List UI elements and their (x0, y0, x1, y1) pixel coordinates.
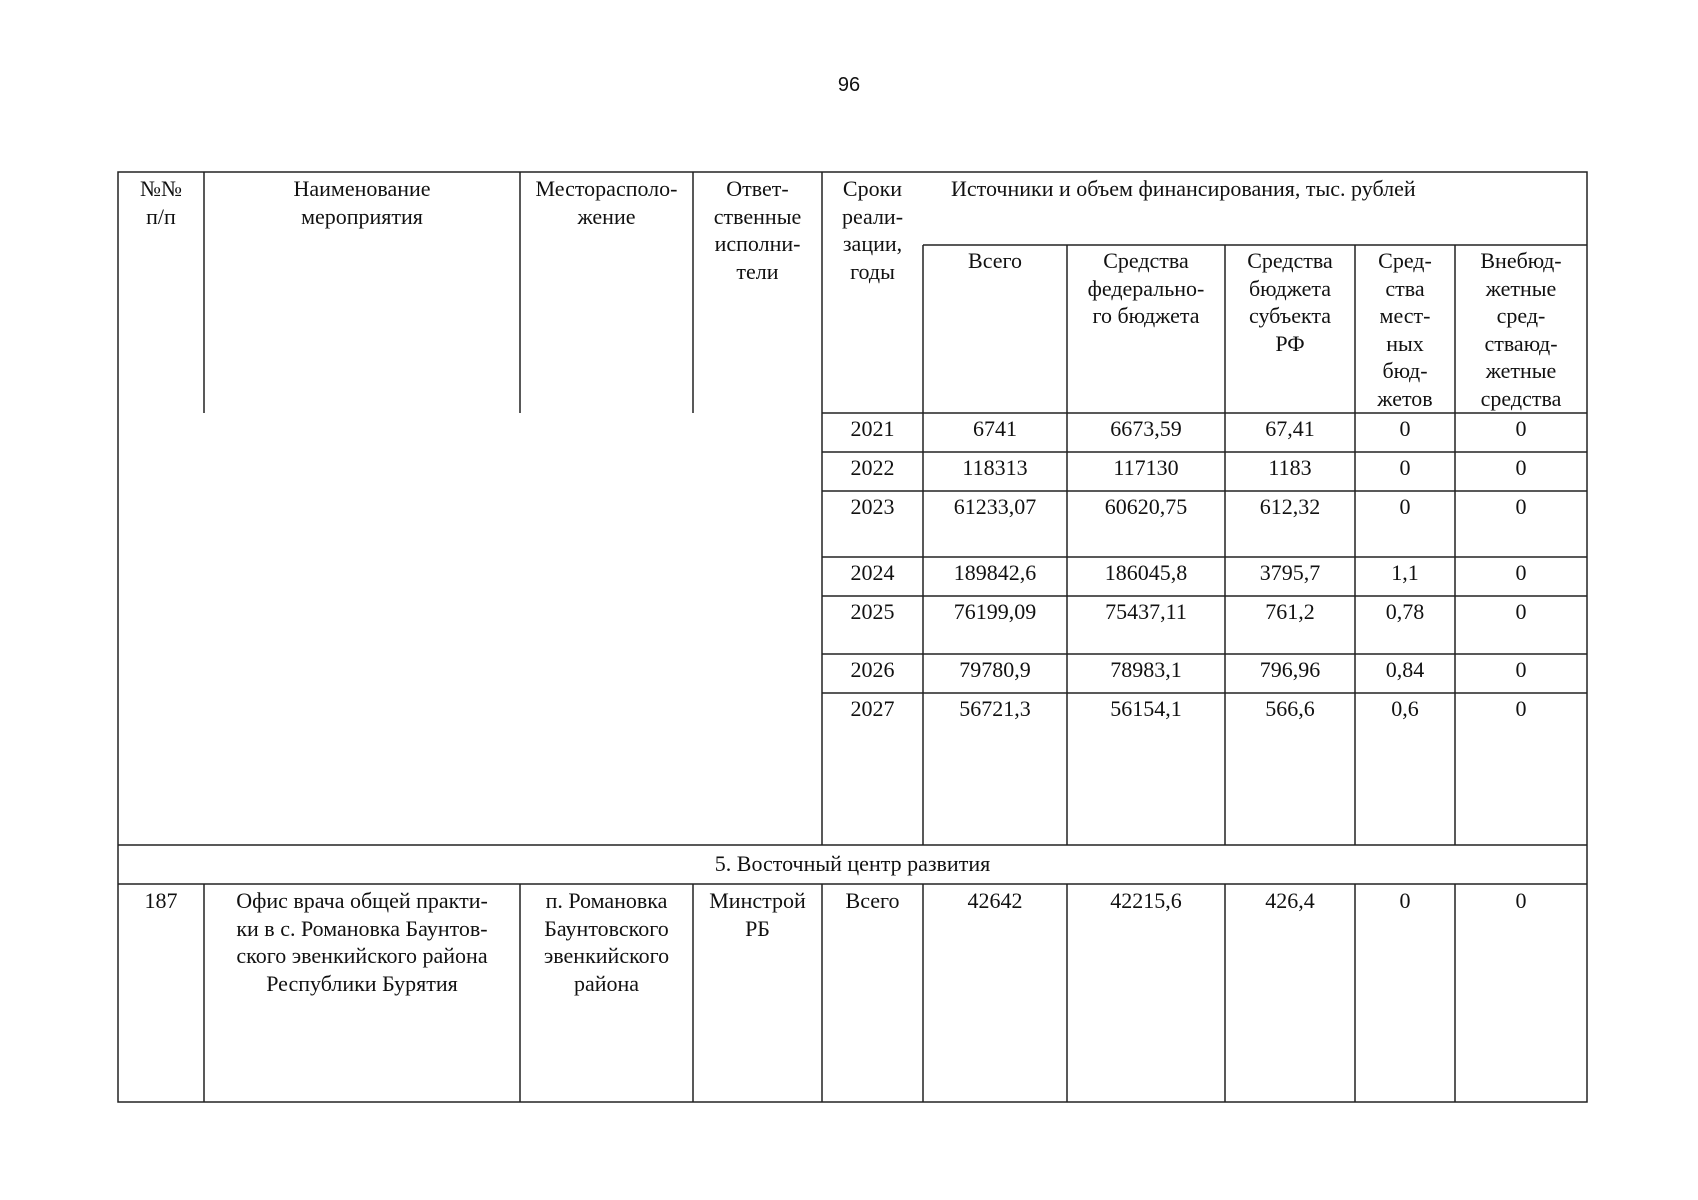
header-funding-group: Источники и объем финансирования, тыс. рублей (951, 176, 1416, 201)
item-num: 187 (144, 888, 178, 913)
cell-extra: 0 (1515, 494, 1527, 519)
cell-year: 2021 (850, 416, 895, 441)
cell-regional: 612,32 (1259, 494, 1321, 519)
cell-total: 76199,09 (953, 599, 1037, 624)
cell-total: 189842,6 (953, 560, 1037, 585)
cell-regional: 796,96 (1259, 657, 1321, 682)
header-total: Всего (968, 248, 1022, 273)
item-local: 0 (1399, 888, 1411, 913)
cell-total: 79780,9 (959, 657, 1031, 682)
cell-federal: 56154,1 (1110, 696, 1182, 721)
cell-total: 6741 (973, 416, 1017, 441)
cell-local: 0 (1399, 455, 1411, 480)
item-regional: 426,4 (1265, 888, 1315, 913)
cell-extra: 0 (1515, 696, 1527, 721)
item-total: 42642 (967, 888, 1023, 913)
item-location: п. Романовка Баунтовского эвенкийского района (543, 888, 670, 996)
cell-extra: 0 (1515, 560, 1527, 585)
header-federal: Средства федерально- го бюджета (1087, 248, 1205, 328)
item-period: Всего (845, 888, 900, 913)
header-name: Наименование мероприятия (293, 176, 431, 229)
cell-local: 0 (1399, 494, 1411, 519)
cell-total: 118313 (962, 455, 1028, 480)
cell-regional: 1183 (1268, 455, 1312, 480)
cell-federal: 186045,8 (1104, 560, 1188, 585)
cell-federal: 78983,1 (1110, 657, 1182, 682)
cell-year: 2025 (850, 599, 895, 624)
cell-total: 61233,07 (953, 494, 1037, 519)
cell-total: 56721,3 (959, 696, 1031, 721)
header-local: Сред- ства мест- ных бюд- жетов (1377, 248, 1433, 411)
section-title: 5. Восточный центр развития (714, 851, 991, 876)
cell-federal: 117130 (1113, 455, 1179, 480)
header-num: №№ п/п (140, 176, 182, 229)
cell-regional: 67,41 (1265, 416, 1315, 441)
cell-year: 2026 (850, 657, 895, 682)
header-responsible: Ответ- ственные исполни- тели (713, 176, 802, 284)
cell-year: 2027 (850, 696, 895, 721)
item-name: Офис врача общей практи- ки в с. Романовка Баунтов- ского эвенкийского района Республики Бурятия (236, 888, 488, 996)
cell-local: 0 (1399, 416, 1411, 441)
header-extra: Внебюд- жетные сред- стваюд- жетные средства (1480, 248, 1562, 411)
cell-extra: 0 (1515, 657, 1527, 682)
header-regional: Средства бюджета субъекта РФ (1247, 248, 1333, 356)
item-responsible: Минстрой РБ (709, 888, 806, 941)
page-number: 96 (837, 74, 861, 96)
cell-year: 2024 (850, 560, 895, 585)
header-location: Месторасполо- жение (535, 176, 678, 229)
cell-federal: 75437,11 (1105, 599, 1187, 624)
cell-local: 0,78 (1385, 599, 1425, 624)
cell-extra: 0 (1515, 599, 1527, 624)
cell-year: 2022 (850, 455, 895, 480)
cell-federal: 6673,59 (1110, 416, 1182, 441)
cell-regional: 566,6 (1265, 696, 1315, 721)
item-federal: 42215,6 (1110, 888, 1182, 913)
cell-federal: 60620,75 (1104, 494, 1188, 519)
cell-local: 0,6 (1391, 696, 1419, 721)
cell-extra: 0 (1515, 416, 1527, 441)
cell-local: 1,1 (1391, 560, 1419, 585)
header-period: Сроки реали- зации, годы (841, 176, 904, 284)
cell-year: 2023 (850, 494, 895, 519)
cell-local: 0,84 (1385, 657, 1425, 682)
cell-regional: 3795,7 (1259, 560, 1321, 585)
cell-regional: 761,2 (1265, 599, 1315, 624)
cell-extra: 0 (1515, 455, 1527, 480)
item-extra: 0 (1515, 888, 1527, 913)
